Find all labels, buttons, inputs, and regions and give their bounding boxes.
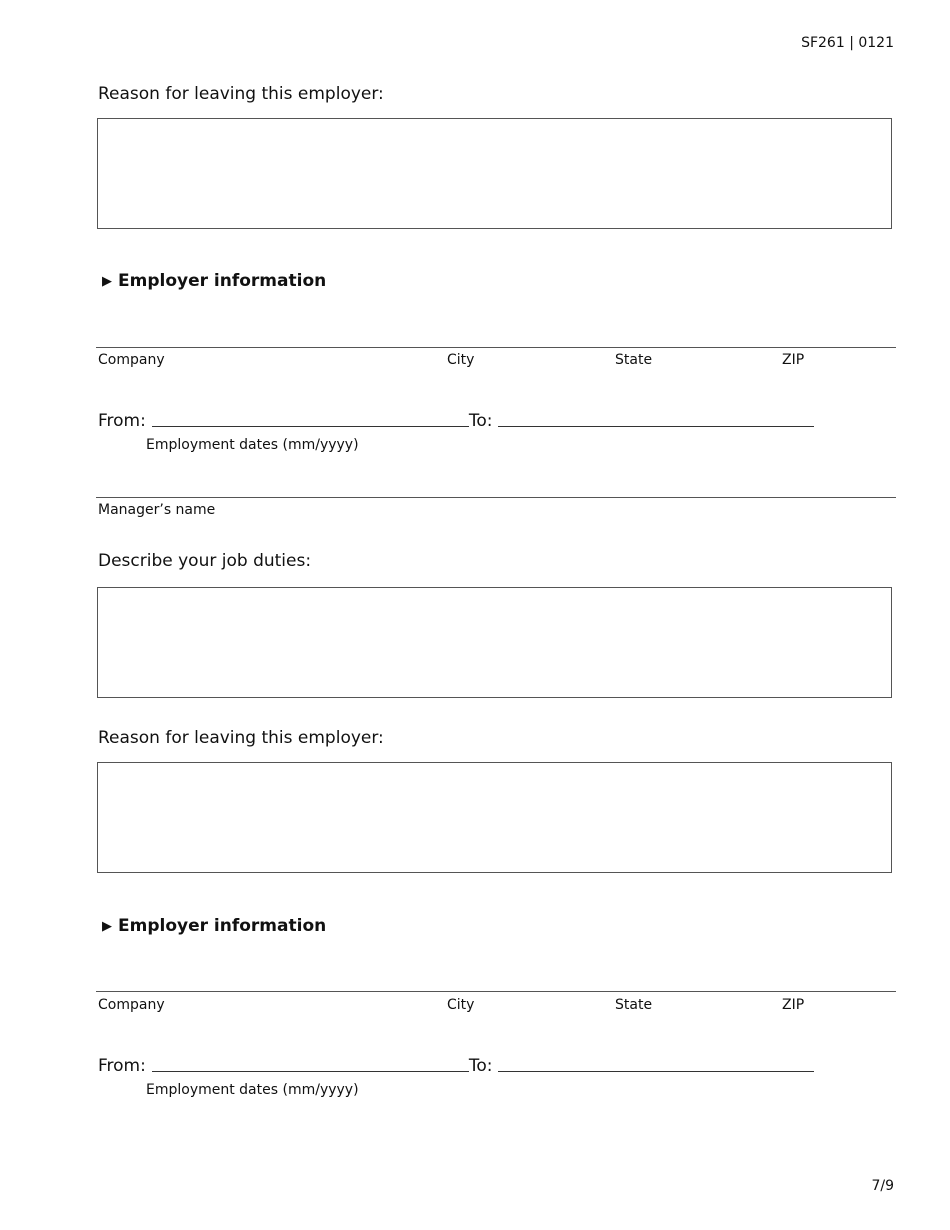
company-label: Company	[98, 997, 165, 1013]
duties-label: Describe your job duties:	[98, 551, 312, 571]
address-line[interactable]	[96, 347, 896, 348]
reason-textarea[interactable]	[97, 762, 892, 873]
form-id: SF261 | 0121	[801, 35, 894, 51]
employment-dates-row	[98, 1056, 814, 1076]
zip-label: ZIP	[782, 997, 805, 1013]
city-label: City	[447, 997, 475, 1013]
employer-section-heading[interactable]	[102, 916, 326, 936]
expand-triangle-icon: ▶	[102, 918, 112, 934]
to-date-field[interactable]	[498, 425, 814, 427]
company-label: Company	[98, 352, 165, 368]
section-title: Employer information	[118, 916, 327, 936]
employer-section-heading[interactable]	[102, 271, 326, 291]
to-label: To:	[468, 1056, 493, 1076]
to-date-field[interactable]	[498, 1070, 814, 1072]
address-line[interactable]	[96, 991, 896, 992]
zip-label: ZIP	[782, 352, 805, 368]
reason-textarea[interactable]	[97, 118, 892, 229]
from-label: From:	[98, 1056, 146, 1076]
from-label: From:	[98, 411, 146, 431]
dates-caption: Employment dates (mm/yyyy)	[146, 437, 359, 453]
section-title: Employer information	[118, 271, 327, 291]
reason-label: Reason for leaving this employer:	[98, 84, 384, 104]
duties-textarea[interactable]	[97, 587, 892, 698]
city-label: City	[447, 352, 475, 368]
state-label: State	[615, 997, 653, 1013]
employment-dates-row	[98, 411, 814, 431]
to-label: To:	[468, 411, 493, 431]
manager-name-label: Manager’s name	[98, 502, 216, 518]
from-date-field[interactable]	[152, 1070, 469, 1072]
state-label: State	[615, 352, 653, 368]
reason-label: Reason for leaving this employer:	[98, 728, 384, 748]
from-date-field[interactable]	[152, 425, 469, 427]
page-number: 7/9	[871, 1178, 894, 1194]
manager-name-line[interactable]	[96, 497, 896, 498]
dates-caption: Employment dates (mm/yyyy)	[146, 1082, 359, 1098]
expand-triangle-icon: ▶	[102, 273, 112, 289]
